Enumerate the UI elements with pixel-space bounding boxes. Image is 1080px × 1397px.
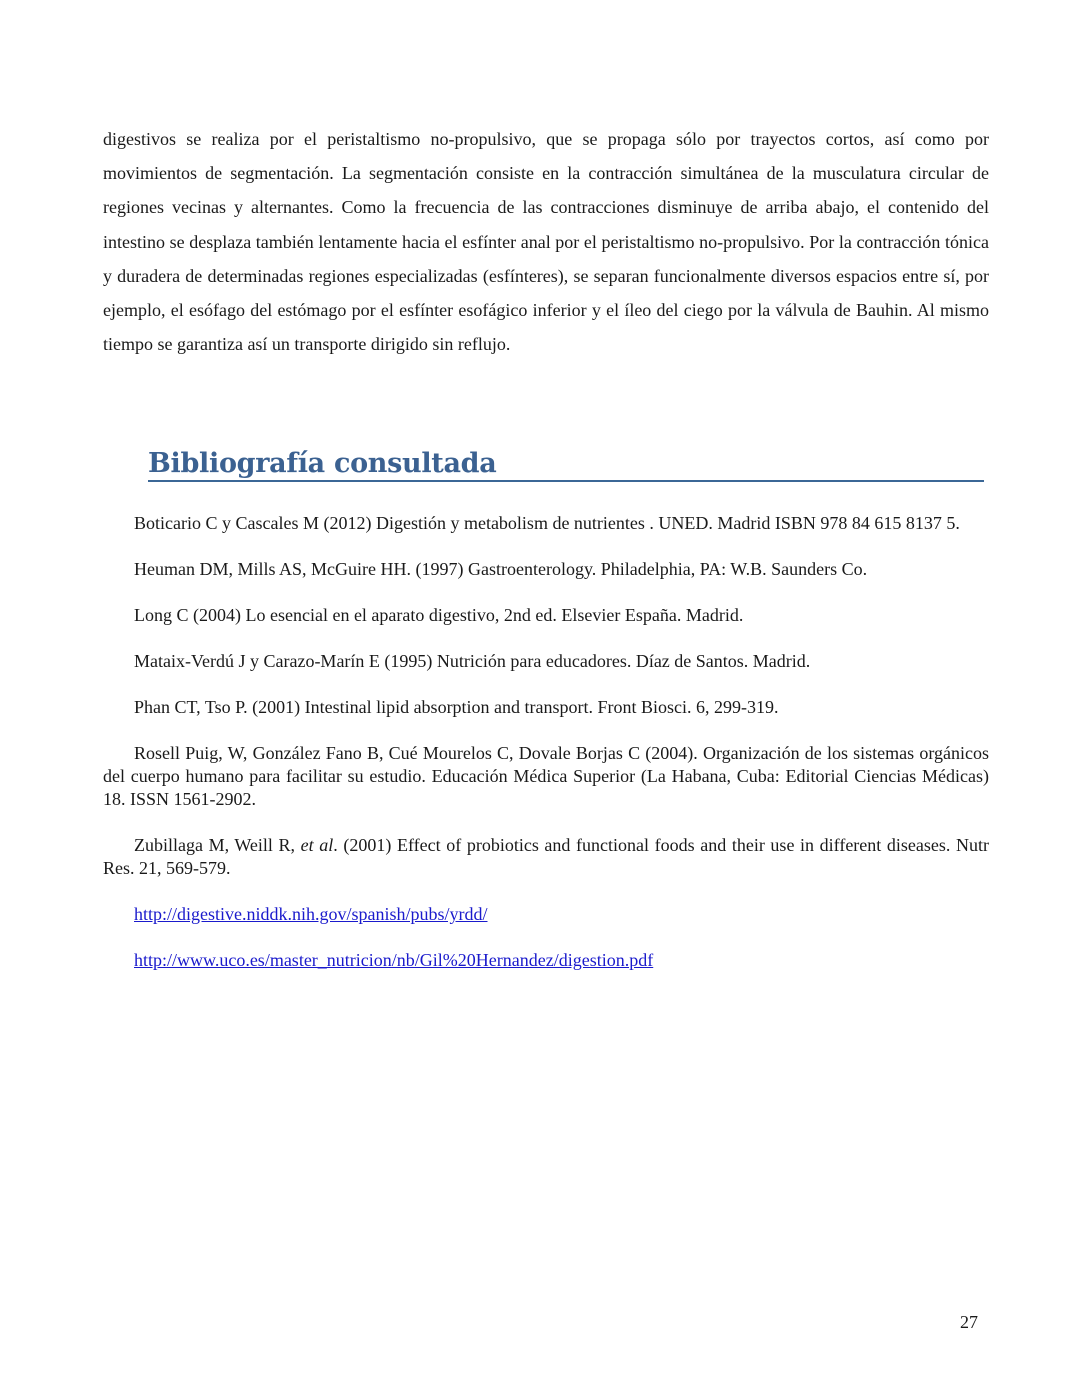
reference-item: Heuman DM, Mills AS, McGuire HH. (1997) Gastroenterology. Philadelphia, PA: W.B. Saunders Co. (134, 559, 868, 579)
reference-item: Mataix-Verdú J y Carazo-Marín E (1995) Nutrición para educadores. Díaz de Santos. Madrid. (134, 651, 811, 671)
section-heading: Bibliografía consultada (148, 448, 984, 482)
reference-italic: et al (300, 835, 334, 855)
reference-link-item (103, 949, 989, 972)
reference-link[interactable]: http://www.uco.es/master_nutricion/nb/Gil%20Hernandez/digestion.pdf (134, 950, 654, 970)
body-paragraph: digestivos se realiza por el peristaltismo no-propulsivo, que se propaga sólo por trayectos cortos, así como por movimientos de segmentación. La segmentación consiste en la contracción simultánea de la musculatura circular de regiones vecinas y alternantes. Como la frecuencia de las contracciones disminuye de arriba abajo, el contenido del intestino se desplaza también lentamente hacia el esfínter anal por el peristaltismo no-propulsivo. Por la contracción tónica y duradera de determinadas regiones especializadas (esfínteres), se separan funcionalmente diversos espacios entre sí, por ejemplo, el esófago del estómago por el esfínter esofágico inferior y el íleo del ciego por la válvula de Bauhin. Al mismo tiempo se garantiza así un transporte dirigido sin reflujo. (103, 129, 989, 355)
reference-item: Rosell Puig, W, González Fano B, Cué Mourelos C, Dovale Borjas C (2004). Organización de los sistemas orgánicos del cuerpo humano para facilitar su estudio. Educación Médica Superior (La Habana, Cuba: Editorial Ciencias Médicas) 18. ISSN 1561-2902. (103, 743, 989, 809)
reference-link-item (103, 903, 989, 926)
reference-item: Boticario C y Cascales M (2012) Digestión y metabolism de nutrientes . UNED. Madrid ISBN 978 84 615 8137 5. (134, 513, 960, 533)
reference-link[interactable]: http://digestive.niddk.nih.gov/spanish/pubs/yrdd/ (134, 904, 488, 924)
reference-text: . (2001) Effect of probiotics and functional foods and their use in different diseases. Nutr Res. 21, 569-579. (103, 835, 989, 878)
reference-item (103, 834, 989, 880)
page-number: 27 (960, 1312, 978, 1332)
reference-text: Zubillaga M, Weill R, (134, 835, 301, 855)
reference-item: Long C (2004) Lo esencial en el aparato digestivo, 2nd ed. Elsevier España. Madrid. (134, 605, 744, 625)
reference-item: Phan CT, Tso P. (2001) Intestinal lipid absorption and transport. Front Biosci. 6, 299-319. (134, 697, 779, 717)
bibliography-list (103, 512, 989, 995)
